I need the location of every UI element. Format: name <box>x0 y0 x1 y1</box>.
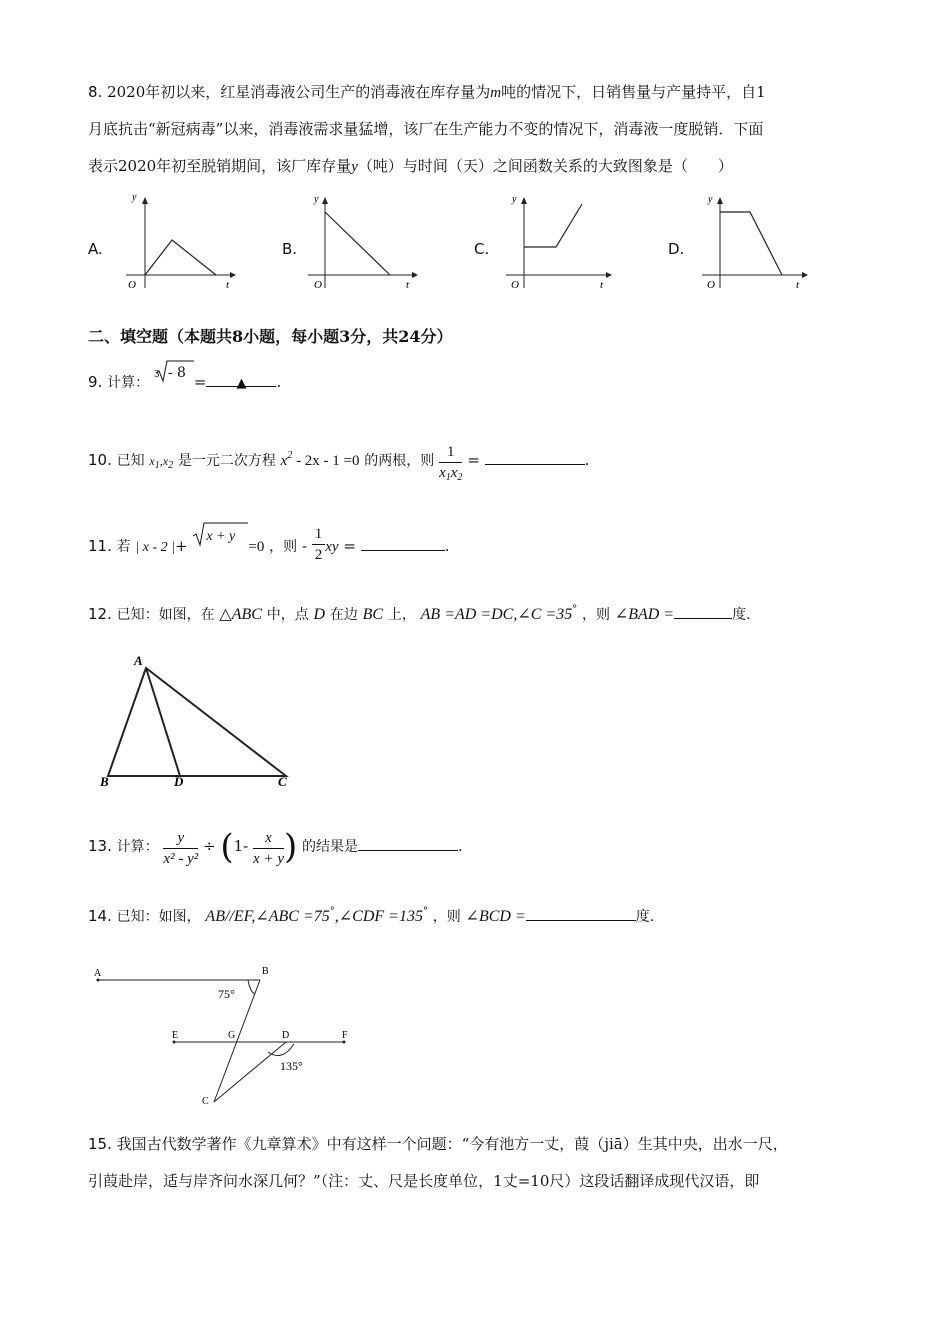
point-c-label: C <box>278 774 287 789</box>
option-a-graph[interactable] <box>118 192 238 292</box>
option-c-graph[interactable] <box>498 192 618 292</box>
point-c-label: C <box>202 1096 209 1107</box>
x-axis-label: t <box>406 279 410 291</box>
triangle-abc-figure <box>96 650 296 790</box>
option-c-label[interactable]: C. <box>474 240 490 258</box>
option-a-label[interactable]: A. <box>88 240 103 258</box>
answer-blank[interactable] <box>485 448 585 465</box>
x-axis-label: t <box>600 279 604 291</box>
point-d-label: D <box>282 1030 290 1041</box>
x-axis-label: t <box>796 279 800 291</box>
angle-135-label: 135° <box>280 1059 303 1073</box>
point-g-label: G <box>228 1030 236 1041</box>
q15-line2: 引葭赴岸，适与岸齐问水深几何？”（注：丈、尺是长度单位，1丈=10尺）这段话翻译成现代汉语，即 <box>88 1172 760 1190</box>
option-b-graph[interactable] <box>300 192 420 292</box>
option-d-label[interactable]: D. <box>668 240 685 258</box>
point-a-label: A <box>134 653 143 668</box>
answer-blank[interactable]: ▲ <box>206 370 276 387</box>
point-b-label: B <box>262 966 269 977</box>
q11: 11. 若 | x - 2 |+ x + y =0 ，则 - $\frac{1}{2}$ xy = . <box>88 524 450 565</box>
q13: 13. 计算： $\frac{y}{\text{x² - y²}}$ ÷ (1- $\frac{x}{x + y}$ ) 的结果是 . <box>88 827 463 867</box>
y-axis-label: y <box>314 194 319 205</box>
answer-blank[interactable] <box>361 534 445 551</box>
point-b-label: B <box>100 774 109 789</box>
origin-label: O <box>314 279 322 291</box>
origin-label: O <box>128 279 136 291</box>
section-heading: 二、填空题（本题共8小题，每小题3分，共24分） <box>88 327 453 346</box>
fraction: $\frac{y}{\text{x² - y²}}$ <box>163 830 199 867</box>
q10: 10. 已知 $x_1,x_2$ 是一元二次方程 $x^2 - 2x - 1 =0$ 的两根，则 $\frac{1}{x_1x_2}$ = . <box>88 442 589 488</box>
q15-line1: 15. 我国古代数学著作《九章算术》中有这样一个问题：“今有池方一丈，葭（jiā）生其中央，出水一尺， <box>88 1135 788 1153</box>
point-a-label: A <box>94 968 102 979</box>
point-f-label: F <box>342 1030 348 1041</box>
q8-line1: 8. 2020年初以来，红星消毒液公司生产的消毒液在库存量为m吨的情况下，日销售量与产量持平，自1 <box>88 83 766 101</box>
question-number: 8. <box>88 83 103 101</box>
origin-label: O <box>707 279 715 291</box>
fraction: $\frac{1}{2}$ <box>312 524 326 565</box>
option-d-graph[interactable] <box>694 192 814 292</box>
point-d-label: D <box>174 774 184 789</box>
answer-blank[interactable] <box>674 602 732 619</box>
q12: 12. 已知：如图，在 △ABC 中，点 D 在边 BC 上， AB =AD =DC,∠C =35° ，则 ∠BAD = 度. <box>88 604 751 623</box>
q14: 14. 已知：如图， AB//EF,∠ABC =75°,∠CDF =135° ，则 ∠BCD = 度. <box>88 906 655 925</box>
cube-root: 3 - 8 <box>154 371 194 391</box>
q8-line3: 表示2020年初至脱销期间，该厂库存量y（吨）与时间（天）之间函数关系的大致图象是（ ） <box>88 157 733 175</box>
x-axis-label: t <box>226 279 230 291</box>
q9: 9. 计算： 3 - 8 = ▲ . <box>88 370 281 395</box>
y-axis-label: y <box>708 194 713 205</box>
fraction: $\frac{1}{x_1x_2}$ <box>439 444 463 483</box>
option-b-label[interactable]: B. <box>282 240 298 258</box>
answer-blank[interactable] <box>526 904 636 921</box>
y-axis-label: y <box>132 192 137 203</box>
point-e-label: E <box>172 1030 179 1041</box>
y-axis-label: y <box>512 194 517 205</box>
square-root: x + y <box>192 535 248 555</box>
fraction: $\frac{x}{x + y}$ <box>253 830 284 867</box>
parallel-lines-figure <box>90 962 360 1112</box>
angle-75-label: 75° <box>218 987 235 1001</box>
q8-line2: 月底抗击“新冠病毒”以来，消毒液需求量猛增，该厂在生产能力不变的情况下，消毒液一度脱销．下面 <box>88 120 764 138</box>
answer-blank[interactable] <box>358 834 458 851</box>
origin-label: O <box>511 279 519 291</box>
